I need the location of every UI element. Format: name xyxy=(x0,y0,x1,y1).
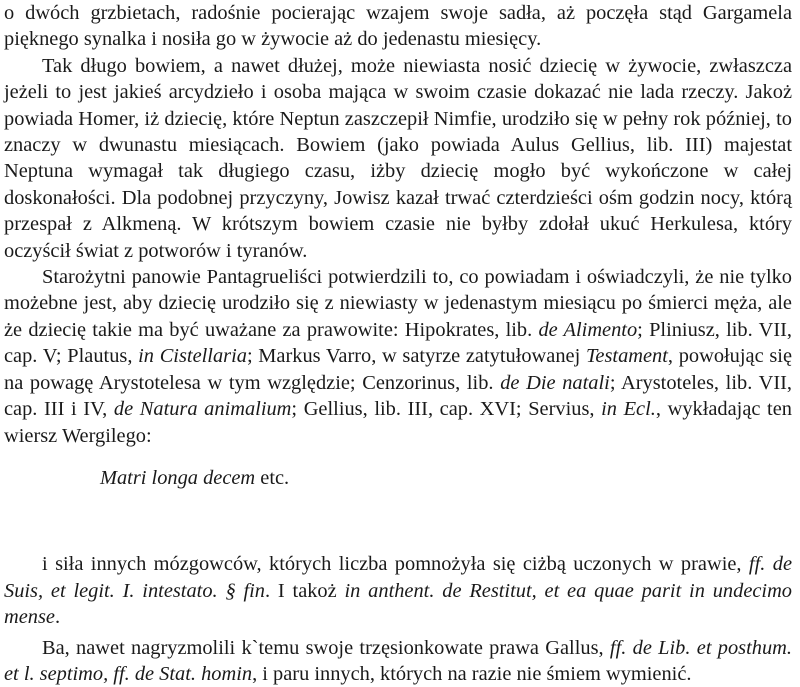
citation-italic: in Ecl. xyxy=(601,398,656,421)
paragraph-text: Tak długo bowiem, a nawet dłużej, może niewiasta nosić dziecię w żywocie, zwłaszcza jeżeli to jest jakieś arcydzieło i osoba mająca w swoim czasie dokazać nie lada rzeczy. Jakoż powiada Homer, iż dziecię, które Neptun zaszczepił Nimfie, urodziło się w pełny rok później, to znaczy w dwunastu miesiącach. Bowiem (jako powiada Aulus Gellius, lib. III) majestat Neptuna wymagał tak długiego czasu, iżby dziecię mogło być wykończone w całej doskonałości. Dla podobnej przyczyny, Jowisz kazał trwać czterdzieści ośm godzin nocy, którą przespał z Alkmeną. W krótszym bowiem czasie nie byłby zdołał ukuć Herkulesa, który oczyścił świat z potworów i tyranów. xyxy=(4,54,792,262)
paragraph-text: Starożytni panowie Pantagrueliści potwierdzili to, co powiadam i oświadczyli, że nie tylko możebne jest, aby dziecię urodziło się z niewiasty w jedenastym miesiącu po śmierci męża, ale że dziecię takie ma być uważane za prawowite: Hipokrates, lib. xyxy=(4,266,792,341)
paragraph-text: ; Arystoteles, lib. VII, cap. III i IV, xyxy=(4,371,792,421)
quote-italic: Matri longa decem xyxy=(100,466,256,489)
citation-italic: in Cistellaria xyxy=(138,345,247,368)
paragraph-text: , wykładając ten wiersz Wergilego: xyxy=(4,398,792,447)
paragraph-text: , i paru innych, których na razie nie śmiem wymienić. xyxy=(252,662,692,685)
citation-italic: de Die natali xyxy=(500,371,610,394)
document-page xyxy=(4,0,792,687)
citation-italic: Testament xyxy=(585,345,668,368)
paragraph-text: , powołując się na powagę Arystotelesa w tym względzie; Cenzorinus, lib. xyxy=(4,345,792,394)
paragraph-5 xyxy=(4,635,792,687)
paragraph-3 xyxy=(4,264,792,449)
quote-text: etc. xyxy=(255,466,290,489)
citation-italic: in anthent. de Restitut, et ea quae parit in undecimo mense xyxy=(4,579,793,629)
citation-italic: ff. de Lib. et posthum. et l. septimo, ff. de Stat. homin xyxy=(4,636,792,685)
paragraph-1 xyxy=(4,0,792,53)
paragraph-text: . xyxy=(54,606,61,629)
citation-italic: ff. de Suis, et legit. I. intestato. § fin xyxy=(4,553,792,602)
paragraph-text: ; Gellius, lib. III, cap. XVI; Servius, xyxy=(291,398,602,421)
paragraph-text: o dwóch grzbietach, radośnie pocierając wzajem swoje sadła, aż poczęła stąd Gargamela pięknego synalka i nosiła go w żywocie aż do jedenastu miesięcy. xyxy=(4,2,792,51)
verse-quote xyxy=(4,465,792,491)
paragraph-text: Ba, nawet nagryzmolili k`temu swoje trzęsionkowate prawa Gallus, xyxy=(42,636,610,659)
paragraph-4 xyxy=(4,551,792,630)
citation-italic: de Alimento xyxy=(538,318,638,341)
paragraph-text: . I takoż xyxy=(265,579,345,602)
paragraph-text: ; Pliniusz, lib. VII, cap. V; Plautus, xyxy=(4,318,792,368)
paragraph-2 xyxy=(4,53,792,264)
paragraph-text: ; Markus Varro, w satyrze zatytułowanej xyxy=(246,345,586,368)
citation-italic: de Natura animalium xyxy=(113,398,292,421)
paragraph-text: i siła innych mózgowców, których liczba pomnożyła się ciżbą uczonych w prawie, xyxy=(42,553,749,576)
